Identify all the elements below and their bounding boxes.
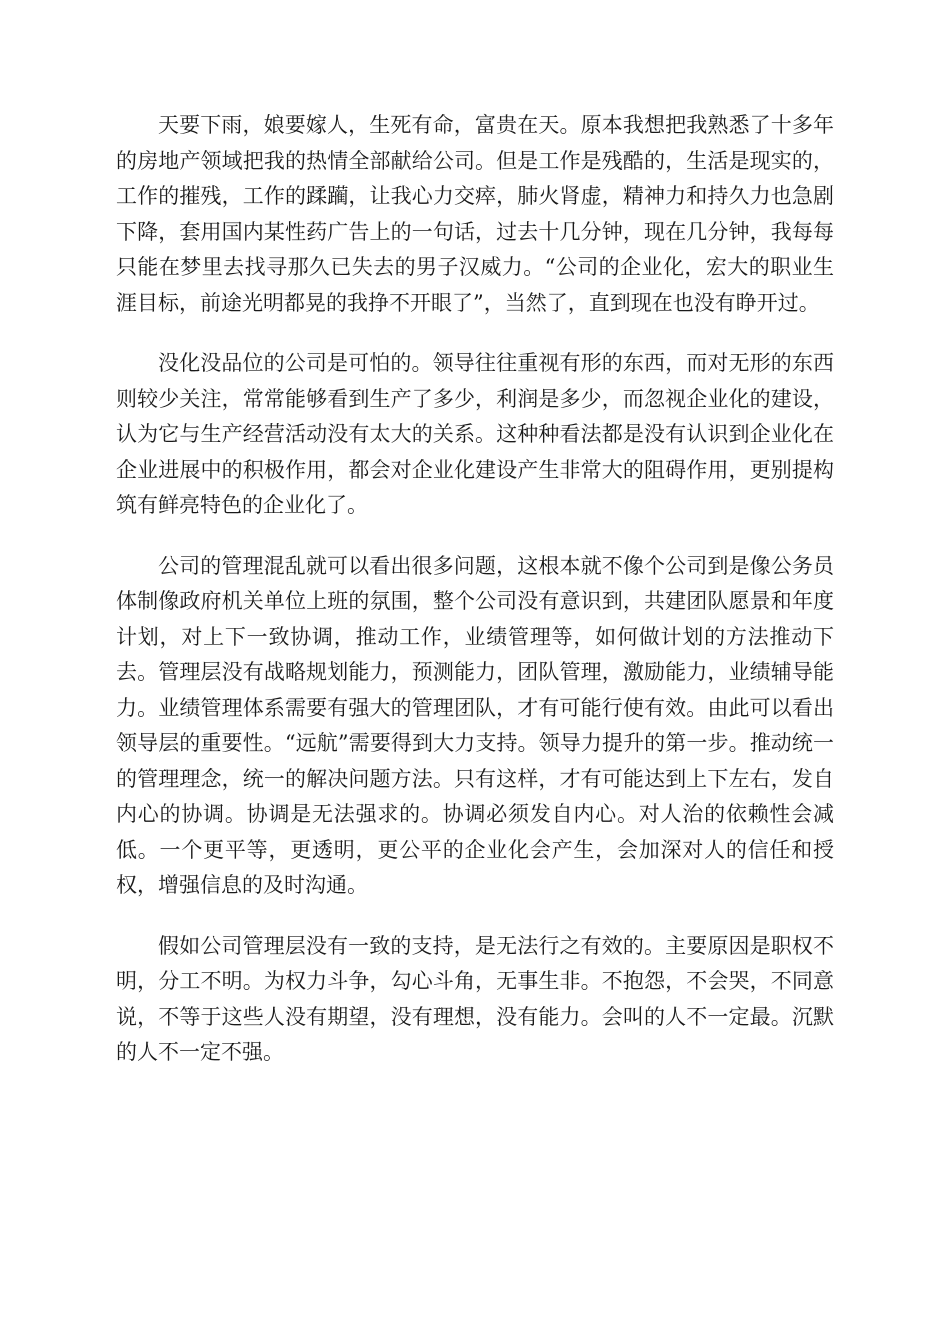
document-body [116,108,834,1096]
paragraph-1: 天要下雨，娘要嫁人，生死有命，富贵在天。原本我想把我熟悉了十多年的房地产领域把我的热情全部献给公司。但是工作是残酷的，生活是现实的，工作的摧残，工作的蹂躏，让我心力交瘁，肺火肾虚，精神力和持久力也急剧下降，套用国内某性药广告上的一句话，过去十几分钟，现在几分钟，我每每只能在梦里去找寻那久已失去的男子汉威力。“公司的企业化，宏大的职业生涯目标，前途光明都晃的我挣不开眼了”，当然了，直到现在也没有睁开过。 [116,113,834,315]
paragraph-2: 没化没品位的公司是可怕的。领导往往重视有形的东西，而对无形的东西则较少关注，常常能够看到生产了多少，利润是多少，而忽视企业化的建设，认为它与生产经营活动没有太大的关系。这种种看法都是没有认识到企业化在企业进展中的积极作用，都会对企业化建设产生非常大的阻碍作用，更别提构筑有鲜亮特色的企业化了。 [116,351,834,517]
paragraph-3: 公司的管理混乱就可以看出很多问题，这根本就不像个公司到是像公务员体制像政府机关单位上班的氛围，整个公司没有意识到，共建团队愿景和年度计划，对上下一致协调，推动工作，业绩管理等，如何做计划的方法推动下去。管理层没有战略规划能力，预测能力，团队管理，激励能力，业绩辅导能力。业绩管理体系需要有强大的管理团队，才有可能行使有效。由此可以看出领导层的重要性。“远航”需要得到大力支持。领导力提升的第一步。推动统一的管理理念，统一的解决问题方法。只有这样，才有可能达到上下左右，发自内心的协调。协调是无法强求的。协调必须发自内心。对人治的依赖性会减低。一个更平等，更透明，更公平的企业化会产生，会加深对人的信任和授权，增强信息的及时沟通。 [116,553,834,897]
paragraph-4: 假如公司管理层没有一致的支持，是无法行之有效的。主要原因是职权不明，分工不明。为权力斗争，勾心斗角，无事生非。不抱怨，不会哭，不同意说，不等于这些人没有期望，没有理想，没有能力。会叫的人不一定最。沉默的人不一定不强。 [116,933,834,1064]
